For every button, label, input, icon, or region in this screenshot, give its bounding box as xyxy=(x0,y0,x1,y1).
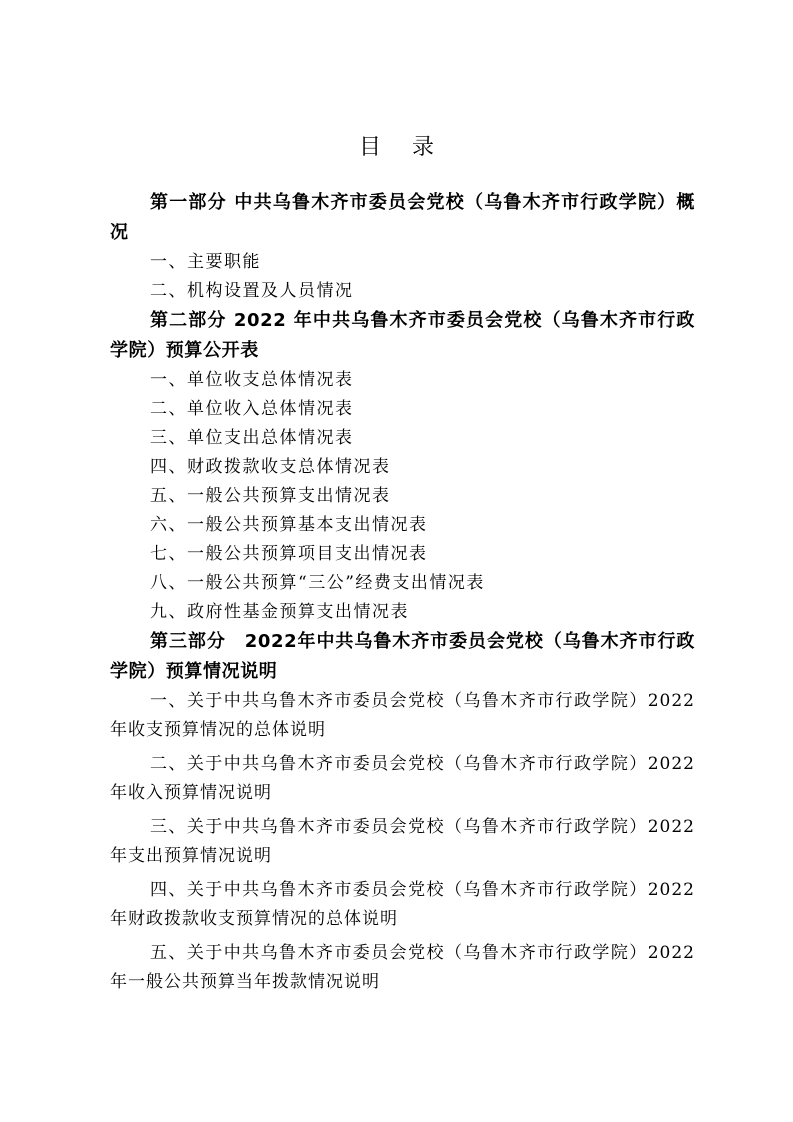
toc-part-heading: 第一部分 中共乌鲁木齐市委员会党校（乌鲁木齐市行政学院）概况 xyxy=(110,192,695,243)
toc-item: 一、关于中共乌鲁木齐市委员会党校（乌鲁木齐市行政学院）2022 年收支预算情况的总体说明 xyxy=(110,691,695,740)
toc-part-2 xyxy=(110,306,695,627)
toc-part-heading: 第三部分 2022年中共乌鲁木齐市委员会党校（乌鲁木齐市行政学院）预算情况说明 xyxy=(110,631,695,682)
toc-item: 五、一般公共预算支出情况表 xyxy=(150,486,391,506)
toc-item: 三、关于中共乌鲁木齐市委员会党校（乌鲁木齐市行政学院）2022 年支出预算情况说明 xyxy=(110,817,695,866)
toc-item: 六、一般公共预算基本支出情况表 xyxy=(150,515,428,535)
toc-item: 九、政府性基金预算支出情况表 xyxy=(150,602,409,622)
toc-item: 八、一般公共预算“三公”经费支出情况表 xyxy=(150,573,485,593)
toc-part-heading: 第二部分 2022 年中共乌鲁木齐市委员会党校（乌鲁木齐市行政学院）预算公开表 xyxy=(110,310,695,361)
toc-item: 四、关于中共乌鲁木齐市委员会党校（乌鲁木齐市行政学院）2022 年财政拨款收支预算情况的总体说明 xyxy=(110,880,713,929)
toc-item: 三、单位支出总体情况表 xyxy=(150,428,354,448)
toc-item: 一、单位收支总体情况表 xyxy=(150,370,354,390)
toc-part-3 xyxy=(110,627,713,997)
toc-item: 七、一般公共预算项目支出情况表 xyxy=(150,544,428,564)
toc-item: 二、关于中共乌鲁木齐市委员会党校（乌鲁木齐市行政学院）2022 年收入预算情况说明 xyxy=(110,754,695,803)
table-of-contents xyxy=(110,188,713,1002)
toc-part-1 xyxy=(110,188,695,306)
toc-item: 二、机构设置及人员情况 xyxy=(150,281,354,301)
page-title: 目 录 xyxy=(359,135,446,160)
toc-item: 一、主要职能 xyxy=(150,252,261,272)
toc-item: 四、财政拨款收支总体情况表 xyxy=(150,457,391,477)
toc-item: 二、单位收入总体情况表 xyxy=(150,399,354,419)
toc-item: 五、关于中共乌鲁木齐市委员会党校（乌鲁木齐市行政学院）2022 年一般公共预算当年拨款情况说明 xyxy=(110,943,713,992)
